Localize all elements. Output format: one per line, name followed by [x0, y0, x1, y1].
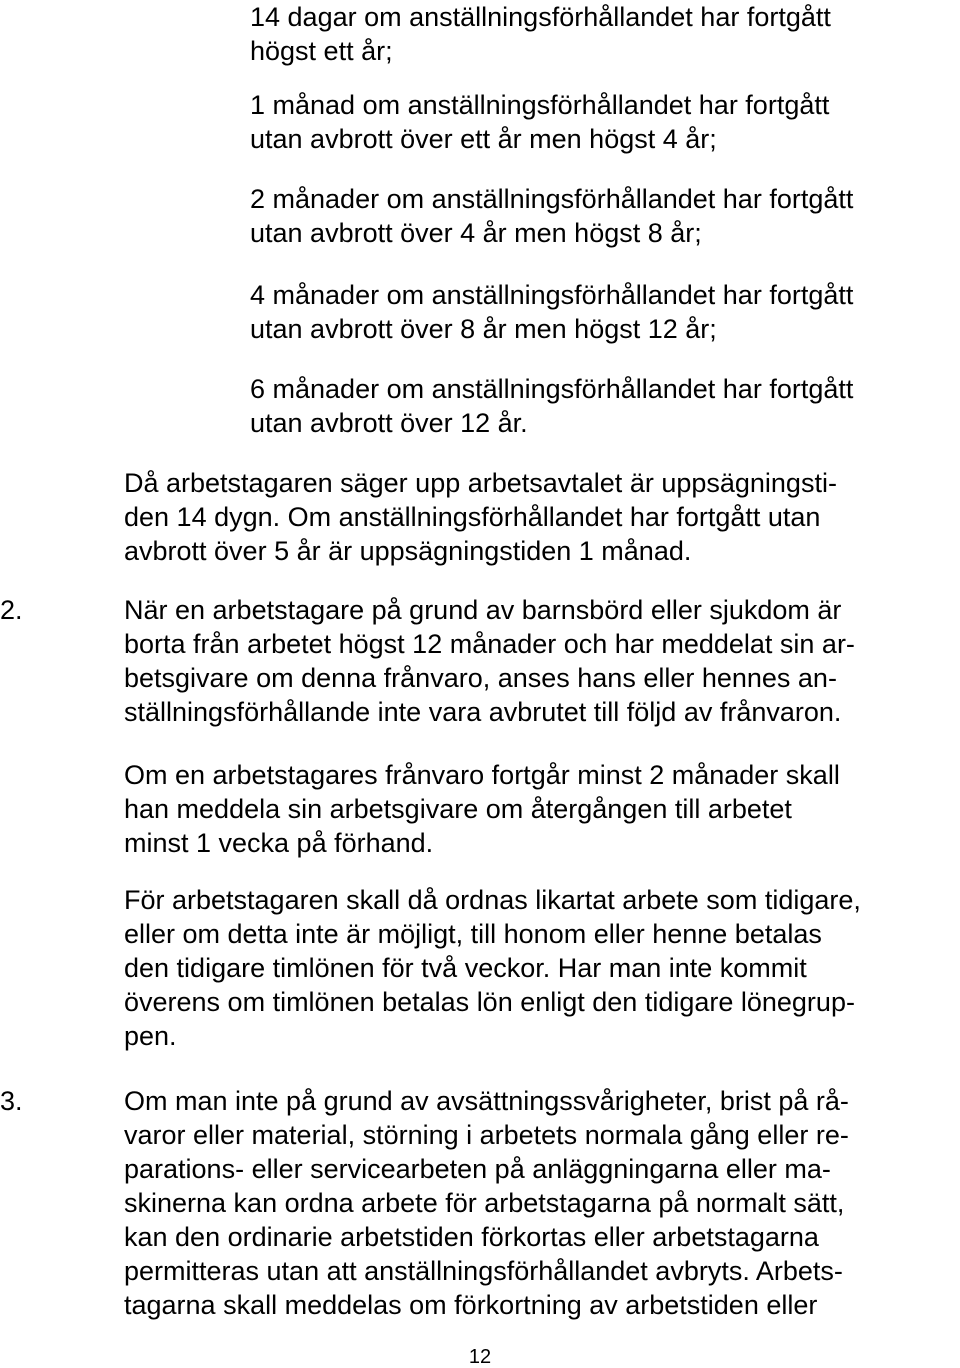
section-3-paragraph-1: Om man inte på grund av avsättningssvårigheter, brist på rå- varor eller material, störning i arbetets normala gång eller re- parations- eller servicearbeten på anläggningarna eller ma- skinerna kan ordna arbete för arbetstagarna på normalt sätt, kan den ordinarie arbetstiden förkortas eller arbetstagarna permitteras utan att anställningsförhållandet avbryts. Arbets- tagarna skall meddelas om förkortning av arbetstiden eller	[124, 1086, 849, 1320]
section-2-paragraph-1: När en arbetstagare på grund av barnsbörd eller sjukdom är borta från arbetet högst 12 månader och har meddelat sin ar- betsgivare om denna frånvaro, anses hans eller hennes an- ställningsförhållande inte vara avbrutet till följd av frånvaron.	[124, 595, 855, 727]
section-2-paragraph-2: Om en arbetstagares frånvaro fortgår minst 2 månader skall han meddela sin arbetsgivare om återgången till arbetet minst 1 vecka på förhand.	[124, 760, 840, 858]
notice-period-item: 1 månad om anställningsförhållandet har fortgått utan avbrott över ett år men högst 4 år;	[250, 90, 830, 154]
section-2-paragraph-3: För arbetstagaren skall då ordnas likartat arbete som tidigare, eller om detta inte är möjligt, till honom eller henne betalas den tidigare timlönen för två veckor. Har man inte kommit överens om timlönen betalas lön enligt den tidigare lönegrup- pen.	[124, 885, 861, 1051]
notice-period-item: 14 dagar om anställningsförhållandet har fortgått högst ett år;	[250, 2, 831, 66]
employee-notice-paragraph: Då arbetstagaren säger upp arbetsavtalet är uppsägningsti- den 14 dygn. Om anställningsförhållandet har fortgått utan avbrott över 5 år är uppsägningstiden 1 månad.	[124, 468, 837, 566]
notice-period-item: 2 månader om anställningsförhållandet har fortgått utan avbrott över 4 år men högst 8 år;	[250, 184, 854, 248]
section-3-number: 3.	[0, 1086, 23, 1116]
notice-period-item: 4 månader om anställningsförhållandet har fortgått utan avbrott över 8 år men högst 12 år;	[250, 280, 854, 344]
notice-period-item: 6 månader om anställningsförhållandet har fortgått utan avbrott över 12 år.	[250, 374, 854, 438]
section-2-number: 2.	[0, 595, 23, 625]
page-number: 12	[468, 1346, 492, 1368]
